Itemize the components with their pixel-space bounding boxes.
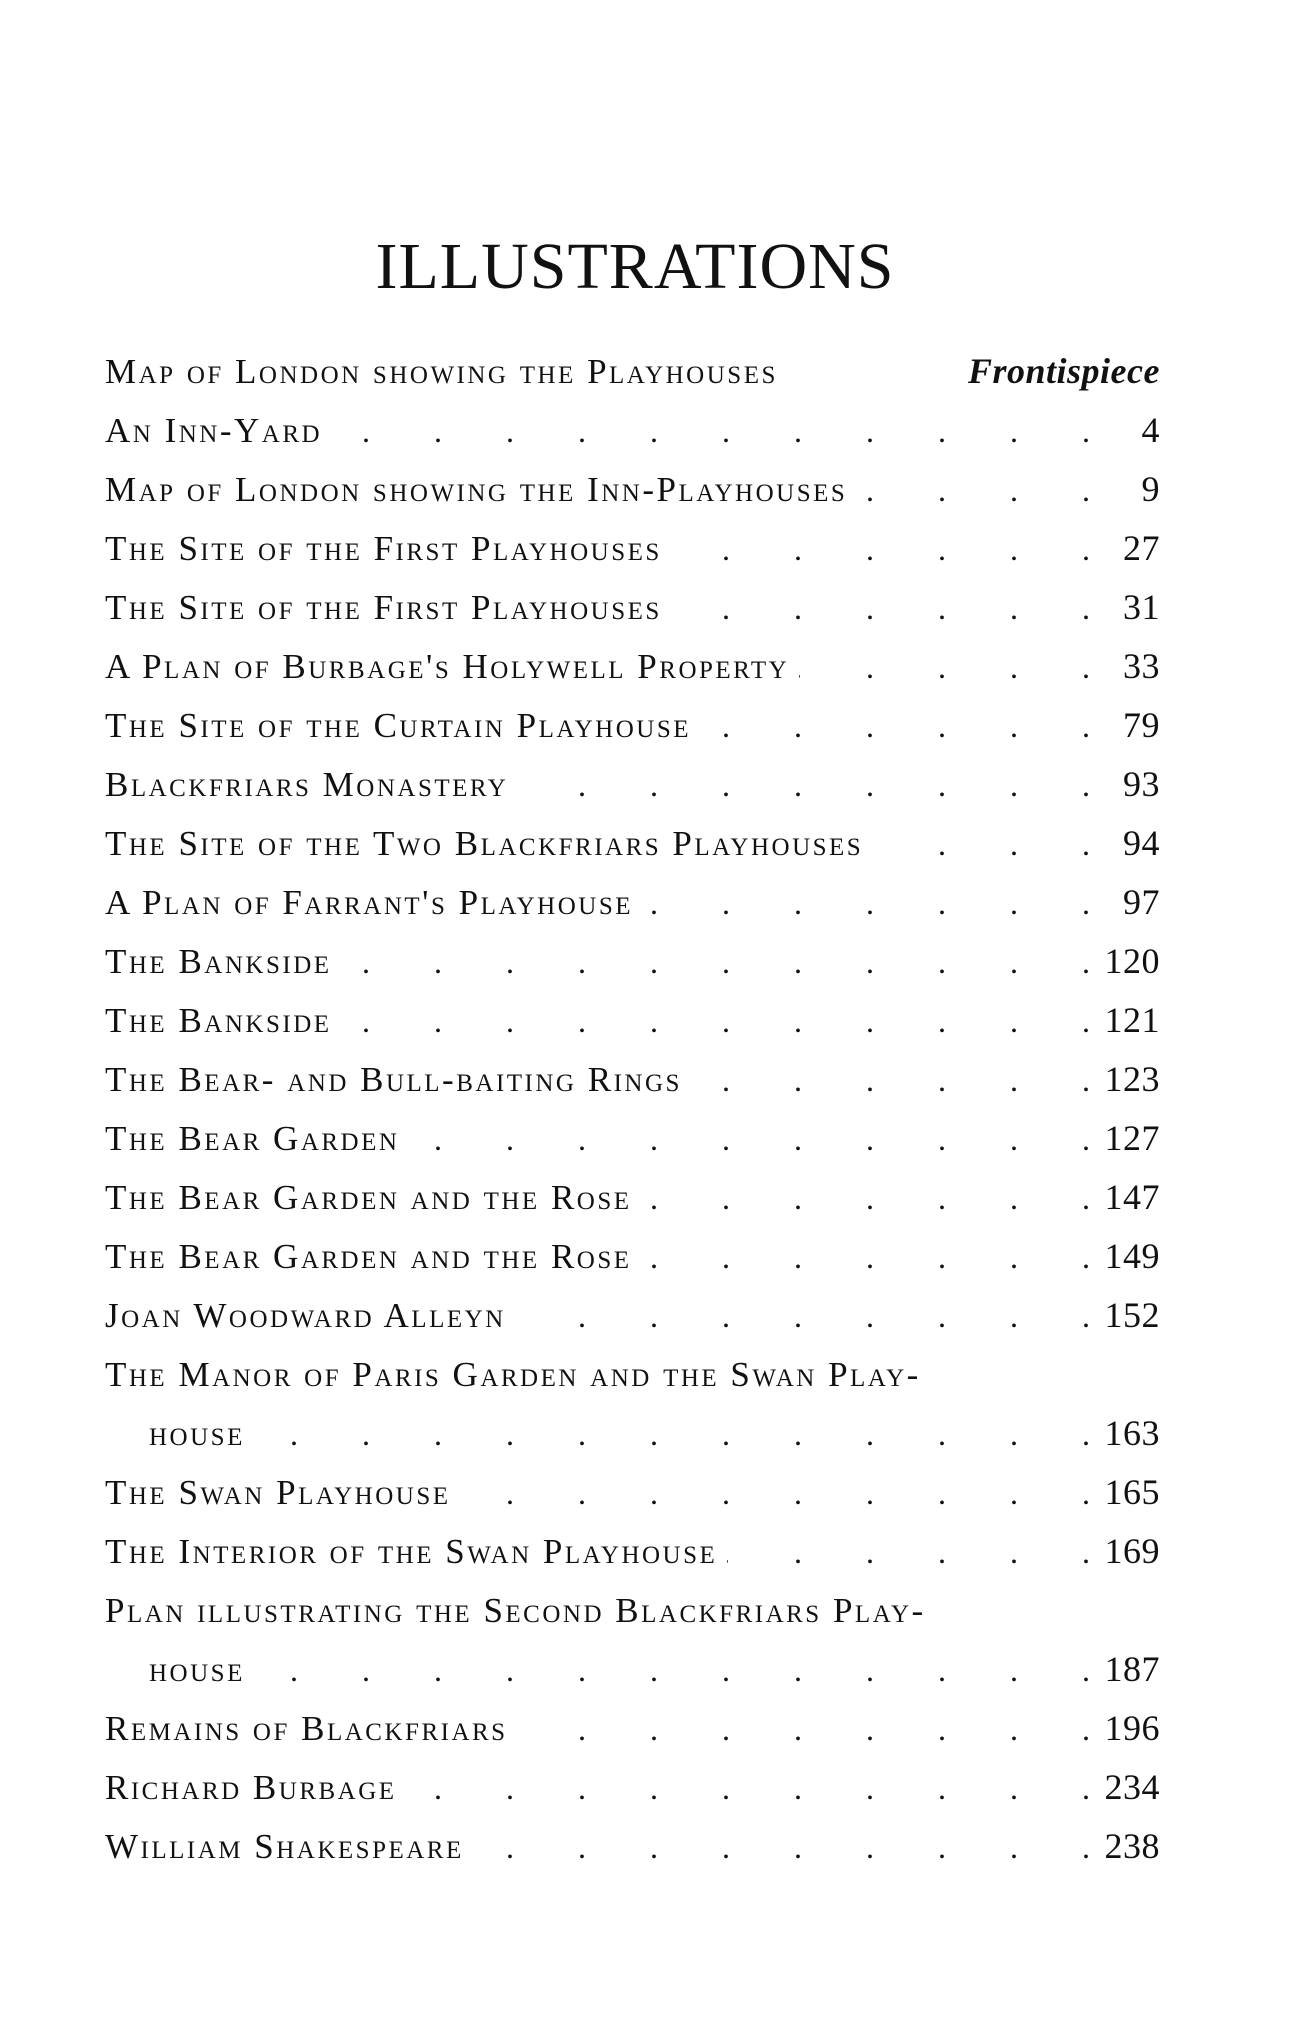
entry-label: A Plan of Farrant's Playhouse <box>105 883 633 922</box>
dot-leader <box>701 697 1090 756</box>
list-item <box>105 460 1160 519</box>
entry-label: The Site of the Two Blackfriars Playhouses <box>105 824 864 863</box>
dot-leader <box>474 1818 1090 1877</box>
page-title: ILLUSTRATIONS <box>375 230 895 303</box>
dot-leader <box>255 1641 1090 1700</box>
list-item <box>105 1817 1160 1876</box>
entry-label: Blackfriars Monastery <box>105 765 509 804</box>
dot-leader <box>255 1405 1090 1464</box>
entry-label: The Site of the Curtain Playhouse <box>105 706 692 745</box>
entry-page: 120 <box>1104 941 1160 981</box>
entry-label: Map of London showing the Inn-Playhouses <box>105 470 848 509</box>
entry-page: 121 <box>1104 1000 1160 1040</box>
list-item <box>105 1109 1160 1168</box>
entry-label: Map of London showing the Playhouses <box>105 352 778 391</box>
entry-page: 163 <box>1104 1413 1160 1453</box>
entry-page: 97 <box>1123 882 1160 922</box>
dot-leader <box>873 815 1090 874</box>
entry-page: 127 <box>1104 1118 1160 1158</box>
dot-leader <box>672 520 1090 579</box>
entry-label: Plan illustrating the Second Blackfriars Play- <box>105 1591 926 1630</box>
entry-label: Joan Woodward Alleyn <box>105 1296 506 1335</box>
dot-leader <box>409 1110 1090 1169</box>
entry-page: 93 <box>1123 764 1160 804</box>
dot-leader <box>672 579 1090 638</box>
list-item <box>105 1699 1160 1758</box>
dot-leader <box>642 1169 1090 1228</box>
dot-leader <box>642 1228 1090 1287</box>
list-item <box>105 1758 1160 1817</box>
dot-leader <box>518 756 1090 815</box>
list-item <box>105 873 1160 932</box>
entry-page: Frontispiece <box>968 351 1160 391</box>
entry-page: 147 <box>1104 1177 1160 1217</box>
entry-page: 152 <box>1104 1295 1160 1335</box>
list-item <box>105 401 1160 460</box>
list-item <box>105 519 1160 578</box>
list-item <box>105 1581 1160 1640</box>
entry-label: A Plan of Burbage's Holywell Property <box>105 647 790 686</box>
dot-leader <box>692 1051 1090 1110</box>
list-item <box>105 342 1160 401</box>
list-item <box>105 637 1160 696</box>
dot-leader <box>516 1287 1090 1346</box>
entry-label: Remains of Blackfriars <box>105 1709 508 1748</box>
dot-leader <box>643 874 1090 933</box>
dot-leader <box>342 992 1090 1051</box>
list-item <box>105 1345 1160 1404</box>
list-item <box>105 578 1160 637</box>
entry-label: The Bear- and Bull-baiting Rings <box>105 1060 682 1099</box>
list-item-continuation <box>105 1640 1160 1699</box>
entry-page: 165 <box>1104 1472 1160 1512</box>
list-item <box>105 814 1160 873</box>
illustrations-list <box>105 342 1160 1876</box>
entry-page: 4 <box>1141 410 1160 450</box>
list-item <box>105 1286 1160 1345</box>
entry-label: The Site of the First Playhouses <box>105 529 662 568</box>
dot-leader <box>799 638 1090 697</box>
list-item <box>105 1227 1160 1286</box>
entry-page: 169 <box>1104 1531 1160 1571</box>
dot-leader <box>461 1464 1091 1523</box>
entry-label: The Site of the First Playhouses <box>105 588 662 627</box>
entry-page: 196 <box>1104 1708 1160 1748</box>
dot-leader <box>332 402 1090 461</box>
dot-leader <box>518 1700 1090 1759</box>
dot-leader <box>342 933 1090 992</box>
entry-label: Richard Burbage <box>105 1768 397 1807</box>
list-item <box>105 932 1160 991</box>
entry-label: The Swan Playhouse <box>105 1473 451 1512</box>
entry-label: The Bankside <box>105 942 332 981</box>
list-item <box>105 1168 1160 1227</box>
list-item <box>105 1522 1160 1581</box>
dot-leader <box>407 1759 1090 1818</box>
list-item <box>105 696 1160 755</box>
entry-label: The Bear Garden and the Rose <box>105 1237 632 1276</box>
entry-label: The Manor of Paris Garden and the Swan Play- <box>105 1355 921 1394</box>
list-item-continuation <box>105 1404 1160 1463</box>
entry-label: The Interior of the Swan Playhouse <box>105 1532 718 1571</box>
entry-page: 79 <box>1123 705 1160 745</box>
entry-page: 94 <box>1123 823 1160 863</box>
entry-page: 33 <box>1123 646 1160 686</box>
dot-leader <box>727 1523 1090 1582</box>
entry-label: The Bear Garden <box>105 1119 400 1158</box>
list-item <box>105 1463 1160 1522</box>
entry-page: 234 <box>1104 1767 1160 1807</box>
entry-page: 31 <box>1123 587 1160 627</box>
entry-page: 123 <box>1104 1059 1160 1099</box>
entry-page: 27 <box>1123 528 1160 568</box>
list-item <box>105 991 1160 1050</box>
entry-label-continuation: house <box>149 1414 245 1453</box>
list-item <box>105 1050 1160 1109</box>
entry-page: 187 <box>1104 1649 1160 1689</box>
entry-label: William Shakespeare <box>105 1827 464 1866</box>
entry-page: 149 <box>1104 1236 1160 1276</box>
entry-label: An Inn-Yard <box>105 411 323 450</box>
dot-leader <box>857 461 1090 520</box>
list-item <box>105 755 1160 814</box>
entry-label: The Bankside <box>105 1001 332 1040</box>
entry-label-continuation: house <box>149 1650 245 1689</box>
entry-page: 238 <box>1104 1826 1160 1866</box>
entry-page: 9 <box>1141 469 1160 509</box>
entry-label: The Bear Garden and the Rose <box>105 1178 632 1217</box>
